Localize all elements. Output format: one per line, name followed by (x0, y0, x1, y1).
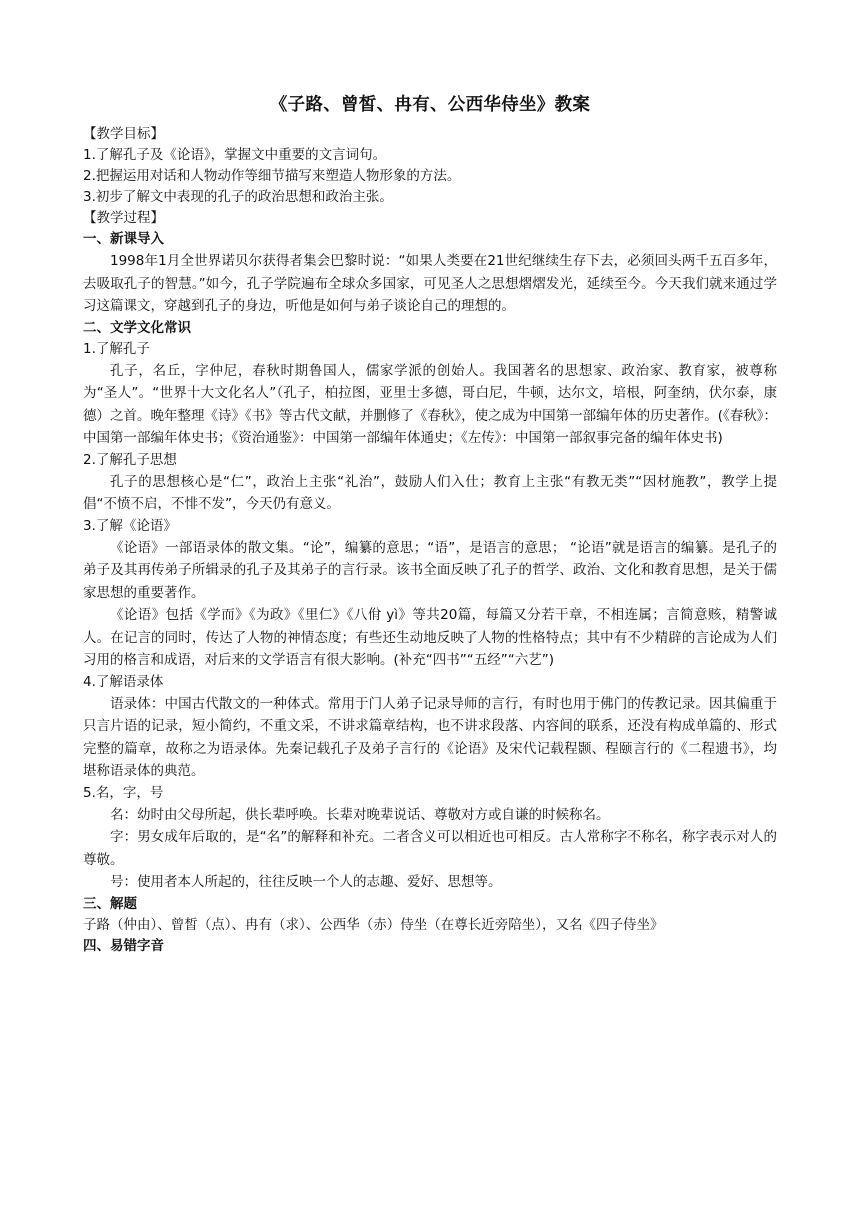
section-heading-title-explanation: 三、解题 (83, 895, 137, 912)
name-paragraph: 号：使用者本人所起的，往往反映一个人的志趣、爱好、思想等。 (110, 874, 502, 890)
title-explanation-text: 子路（仲由）、曾皙（点）、冉有（求）、公西华（赤）侍坐（在尊长近旁陪坐），又名《四子侍坐》 (83, 916, 664, 933)
intro-paragraph: 1998年1月全世界诺贝尔获得者集会巴黎时说：“如果人类要在21世纪继续生存下去，必须回头两千五百多年，去吸取孔子的智慧。”如今，孔子学院遍布全球众多国家，可见圣人之思想熠熠发光，延续至今。今天我们就来通过学习这篇课文，穿越到孔子的身边，听他是如何与弟子谈论自己的理想的。 (83, 253, 777, 314)
thought-paragraph: 孔子的思想核心是“仁”，政治上主张“礼治”，鼓励人们入仕；教育上主张“有教无类”“因材施教”，教学上提倡“不愤不启，不悱不发”，今天仍有意义。 (83, 473, 777, 512)
subsection-title: 2.了解孔子思想 (83, 451, 177, 468)
objective-item: 2.把握运用对话和人物动作等细节描写来塑造人物形象的方法。 (83, 168, 461, 184)
subsection-title: 3.了解《论语》 (83, 517, 177, 534)
analects-paragraph: 《论语》包括《学而》《为政》《里仁》《八佾 yì》等共20篇，每篇又分若干章，不相连属；言简意赅，精警诚人。在记言的同时，传达了人物的神情态度；有些还生动地反映了人物的性格特点；其中有不少精辟的言论成为人们习用的格言和成语，对后来的文学语言有很大影响。(补充“四书”“五经”“六艺”) (83, 607, 777, 668)
document-title: 《子路、曾皙、冉有、公西华侍坐》教案 (269, 95, 591, 115)
process-heading: 【教学过程】 (83, 210, 164, 226)
analects-paragraph: 《论语》一部语录体的散文集。“论”，编纂的意思；“语”，是语言的意思； “论语”就是语言的编纂。是孔子的弟子及其再传弟子所辑录的孔子及其弟子的言行录。该书全面反映了孔子的哲学、政治、文化和教育思想，是关于儒家思想的重要著作。 (83, 539, 777, 601)
name-paragraph: 名：幼时由父母所起，供长辈呼唤。长辈对晚辈说话、尊敬对方或自谦的时候称名。 (110, 806, 610, 823)
objective-item: 1.了解孔子及《论语》，掌握文中重要的文言词句。 (83, 147, 387, 163)
objective-item: 3.初步了解文中表现的孔子的政治思想和政治主张。 (83, 189, 393, 205)
name-paragraph: 字：男女成年后取的，是“名”的解释和补充。二者含义可以相近也可相反。古人常称字不称名，称字表示对人的尊敬。 (83, 829, 777, 868)
subsection-title: 5.名，字，号 (83, 784, 164, 801)
section-heading-intro: 一、新课导入 (83, 231, 164, 247)
subsection-title: 1.了解孔子 (83, 340, 150, 357)
section-heading-pronunciation: 四、易错字音 (83, 937, 164, 954)
subsection-title: 4.了解语录体 (83, 673, 164, 690)
document-page (83, 92, 777, 957)
confucius-paragraph: 孔子，名丘，字仲尼，春秋时期鲁国人，儒家学派的创始人。我国著名的思想家、政治家、教育家，被尊称为“圣人”。“世界十大文化名人”（孔子，柏拉图，亚里士多德，哥白尼，牛顿，达尔文，培根，阿奎纳，伏尔泰，康德）之首。晚年整理《诗》《书》等古代文献，并删修了《春秋》，使之成为中国第一部编年体的历史著作。(《春秋》：中国第一部编年体史书；《资治通鉴》：中国第一部编年体通史；《左传》：中国第一部叙事完备的编年体史书) (83, 362, 777, 446)
objectives-heading: 【教学目标】 (83, 126, 164, 142)
section-heading-culture: 二、文学文化常识 (83, 319, 191, 336)
quotation-style-paragraph: 语录体：中国古代散文的一种体式。常用于门人弟子记录导师的言行，有时也用于佛门的传教记录。因其偏重于只言片语的记录，短小简约，不重文采，不讲求篇章结构，也不讲求段落、内容间的联系，还没有构成单篇的、形式完整的篇章，故称之为语录体。先秦记载孔子及弟子言行的《论语》及宋代记载程颢、程颐言行的《二程遗书》，均堪称语录体的典范。 (83, 695, 777, 779)
